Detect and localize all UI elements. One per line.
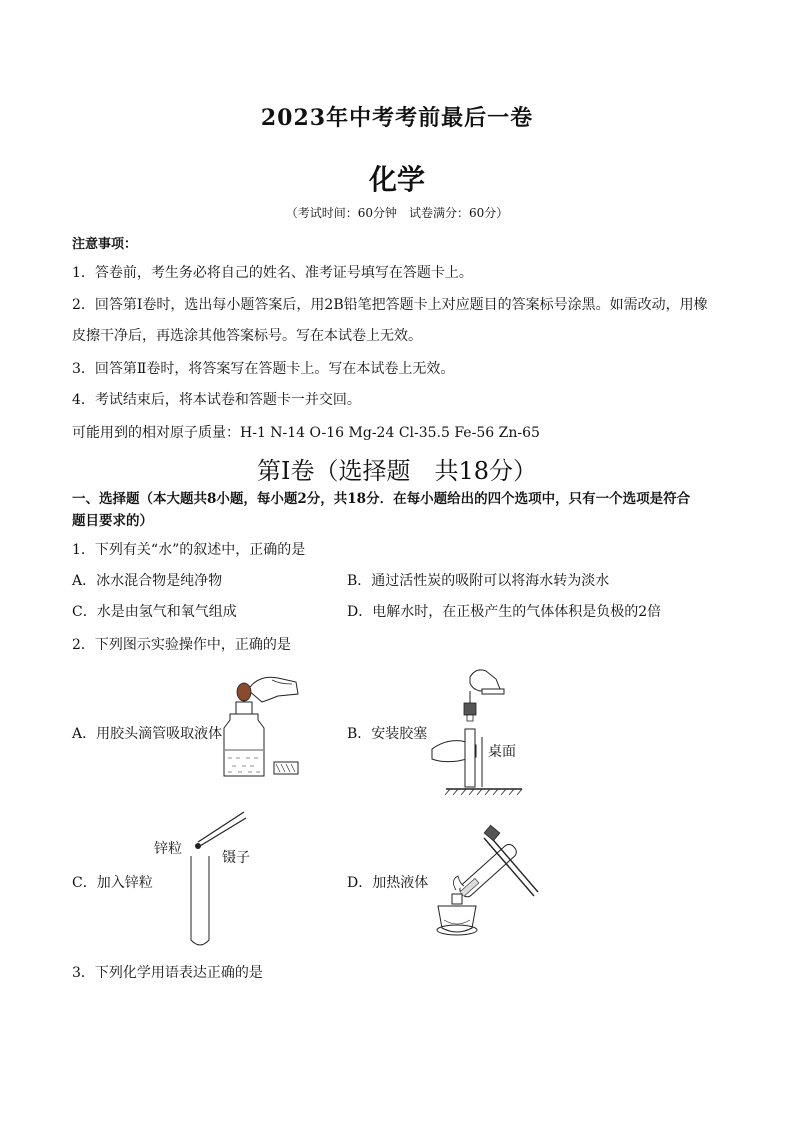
question-2-option-a: A．用胶头滴管吸取液体 [72, 726, 223, 742]
notice-item-4: 4．考试结束后，将本试卷和答题卡一并交回。 [72, 392, 361, 408]
desk-label: 桌面 [488, 744, 516, 760]
tweezers-label: 镊子 [222, 850, 250, 866]
question-2-option-d: D．加热液体 [347, 875, 429, 891]
section-desc-prefix: 一、选择题 [72, 491, 140, 507]
question-1-option-b: B．通过活性炭的吸附可以将海水转为淡水 [347, 573, 610, 589]
atomic-masses: 可能用到的相对原子质量：H-1 N-14 O-16 Mg-24 Cl-35.5 Fe-56 Zn-65 [72, 425, 540, 441]
question-2-stem: 2．下列图示实验操作中，正确的是 [72, 637, 291, 653]
section-description-cont: 题目要求的） [72, 513, 153, 529]
question-2-option-b: B．安装胶塞 [347, 726, 428, 742]
zinc-tweezers-figure [186, 808, 250, 950]
notice-item-2-cont: 皮擦干净后，再选涂其他答案标号。写在本试卷上无效。 [72, 328, 422, 344]
section-description [72, 487, 690, 507]
notice-heading: 注意事项： [72, 237, 138, 252]
zinc-label: 锌粒 [154, 841, 182, 857]
subject-title: 化学 [368, 163, 425, 196]
heating-liquid-figure [428, 824, 540, 940]
dropper-bottle-figure [218, 672, 306, 782]
question-1-option-c: C．水是由氢气和氧气组成 [72, 604, 237, 620]
question-1-stem: 1．下列有关“水”的叙述中，正确的是 [72, 542, 306, 558]
section-heading: 第Ⅰ卷（选择题 共18分） [256, 457, 538, 485]
notice-item-1: 1．答卷前，考生务必将自己的姓名、准考证号填写在答题卡上。 [72, 265, 473, 281]
question-3-stem: 3．下列化学用语表达正确的是 [72, 965, 263, 981]
question-2-option-c: C．加入锌粒 [72, 875, 153, 891]
exam-title: 2023年中考考前最后一卷 [260, 105, 534, 131]
notice-item-3: 3．回答第Ⅱ卷时，将答案写在答题卡上。写在本试卷上无效。 [72, 361, 455, 377]
section-desc-bold: （本大题共8小题，每小题2分，共18分．在每小题给出的四个选项中，只有一个选项是符合 [139, 491, 691, 507]
question-1-option-a: A．冰水混合物是纯净物 [72, 573, 223, 589]
exam-info: （考试时间：60分钟 试卷满分：60分） [285, 206, 509, 220]
question-1-option-d: D．电解水时，在正极产生的气体体积是负极的2倍 [347, 604, 662, 620]
notice-item-2: 2．回答第Ⅰ卷时，选出每小题答案后，用2B铅笔把答题卡上对应题目的答案标号涂黑。如需改动，用橡 [72, 297, 708, 313]
stopper-tube-figure [428, 665, 528, 797]
